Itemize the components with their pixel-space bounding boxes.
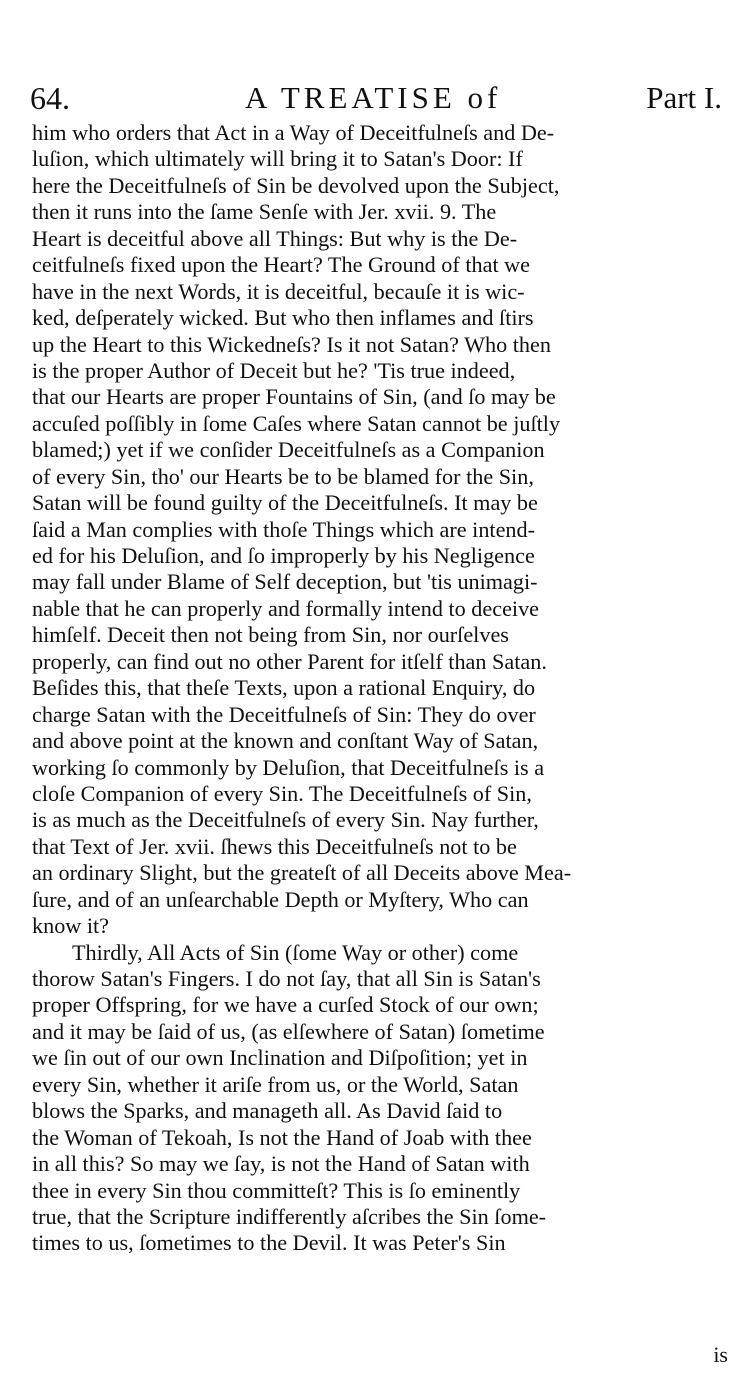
text-line: charge Satan with the Deceitfulneſs of Sin: They do over: [32, 701, 536, 727]
text-line: in all this? So may we ſay, is not the Hand of Satan with: [32, 1151, 530, 1177]
text-line: blamed;) yet if we conſider Deceitfulneſs as a Companion: [32, 437, 545, 463]
text-line: true, that the Scripture indifferently aſcribes the Sin ſome-: [32, 1203, 547, 1229]
text-line: Heart is deceitful above all Things: But why is the De-: [32, 225, 518, 251]
text-line: ked, deſperately wicked. But who then inflames and ſtirs: [32, 305, 534, 331]
text-line: then it runs into the ſame Senſe with Jer. xvii. 9. The: [32, 199, 497, 225]
text-line: properly, can find out no other Parent for itſelf than Satan.: [32, 648, 547, 674]
text-line: working ſo commonly by Deluſion, that Deceitfulneſs is a: [32, 754, 545, 780]
text-line: nable that he can properly and formally intend to deceive: [32, 595, 540, 621]
text-line: here the Deceitfulneſs of Sin be devolved upon the Subject,: [32, 172, 560, 198]
text-line: times to us, ſometimes to the Devil. It was Peter's Sin: [32, 1230, 506, 1256]
text-line: know it?: [32, 913, 110, 939]
text-line: ſaid a Man complies with thoſe Things which are intend-: [32, 516, 536, 542]
text-line: up the Heart to this Wickedneſs? Is it not Satan? Who then: [32, 331, 551, 357]
text-line: ed for his Deluſion, and ſo improperly by his Negligence: [32, 543, 535, 568]
text-line: that our Hearts are proper Fountains of Sin, (and ſo may be: [32, 384, 556, 410]
text-line: him who orders that Act in a Way of Deceitfulneſs and De-: [32, 120, 555, 145]
page-header: [30, 78, 730, 118]
text-line: himſelf. Deceit then not being from Sin, nor ourſelves: [32, 622, 509, 648]
text-line: and it may be ſaid of us, (as elſewhere of Satan) ſometime: [32, 1018, 545, 1044]
text-line: Beſides this, that theſe Texts, upon a rational Enquiry, do: [32, 675, 536, 701]
running-title: A TREATISE of: [245, 80, 502, 115]
part-label: Part I.: [646, 80, 722, 115]
text-line: ſure, and of an unſearchable Depth or Myſtery, Who can: [32, 886, 529, 912]
text-line: may fall under Blame of Self deception, but 'tis unimagi-: [32, 569, 538, 595]
text-line: an ordinary Slight, but the greateſt of all Deceits above Mea-: [32, 860, 572, 886]
text-line: we ſin out of our own Inclination and Diſpoſition; yet in: [32, 1045, 528, 1071]
text-line: accuſed poſſibly in ſome Caſes where Satan cannot be juſtly: [32, 410, 561, 436]
catchword: is: [713, 1342, 728, 1367]
text-line: is the proper Author of Deceit but he? 'Tis true indeed,: [32, 357, 516, 383]
text-line: luſion, which ultimately will bring it to Satan's Door: If: [32, 146, 523, 172]
text-line: is as much as the Deceitfulneſs of every Sin. Nay further,: [32, 807, 539, 833]
paragraph-first-line: Thirdly, All Acts of Sin (ſome Way or other) come: [72, 939, 519, 965]
text-line: of every Sin, tho' our Hearts be to be blamed for the Sin,: [32, 463, 534, 489]
text-line: Satan will be found guilty of the Deceitfulneſs. It may be: [32, 490, 538, 516]
text-line: proper Offspring, for we have a curſed Stock of our own;: [32, 992, 539, 1018]
text-line: cloſe Companion of every Sin. The Deceitfulneſs of Sin,: [32, 780, 532, 806]
page-number: 64.: [30, 80, 70, 116]
text-line: have in the next Words, it is deceitful, becauſe it is wic-: [32, 278, 525, 304]
body-text: [32, 120, 732, 1257]
text-line: that Text of Jer. xvii. ſhews this Deceitfulneſs not to be: [32, 833, 517, 859]
text-line: and above point at the known and conſtant Way of Satan,: [32, 728, 539, 754]
text-line: thee in every Sin thou committeſt? This is ſo eminently: [32, 1177, 521, 1203]
text-line: thorow Satan's Fingers. I do not ſay, that all Sin is Satan's: [32, 966, 541, 991]
text-line: the Woman of Tekoah, Is not the Hand of Joab with thee: [32, 1124, 532, 1150]
text-line: every Sin, whether it ariſe from us, or the World, Satan: [32, 1071, 519, 1097]
text-line: blows the Sparks, and manageth all. As David ſaid to: [32, 1098, 503, 1124]
text-line: ceitfulneſs fixed upon the Heart? The Ground of that we: [32, 252, 531, 278]
